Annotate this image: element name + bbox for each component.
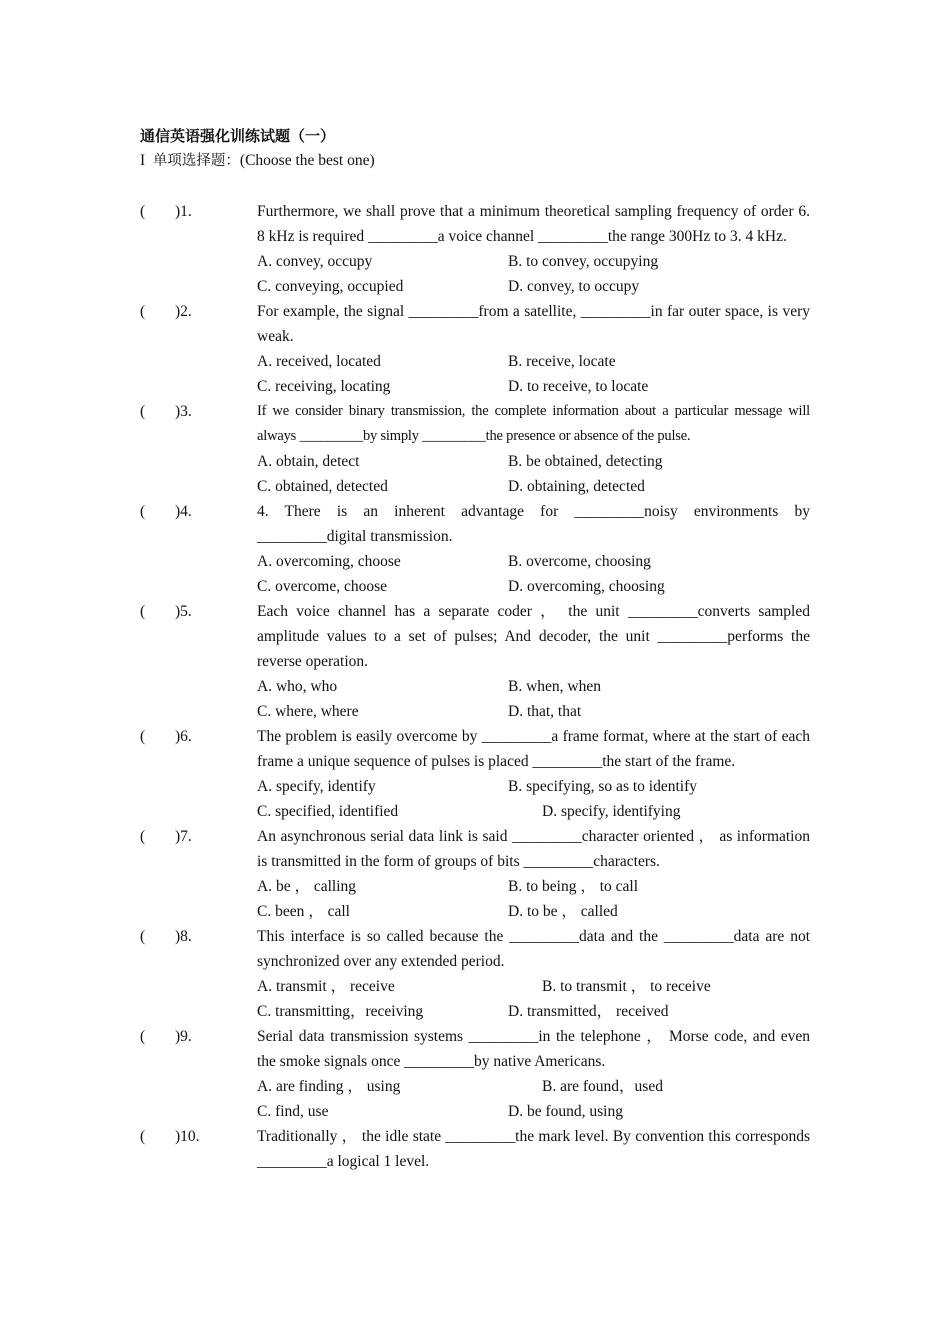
- option-c: C. obtained, detected: [257, 478, 388, 495]
- option-c: C. conveying, occupied: [257, 278, 404, 295]
- question-stem: Traditionally ， the idle state _________the mark level. By convention this corresponds _________a logical 1 level.: [257, 1128, 810, 1170]
- answer-blank[interactable]: (: [140, 203, 146, 220]
- question-number: )3.: [175, 403, 192, 420]
- question-6: [140, 724, 810, 824]
- option-a: A. obtain, detect: [257, 453, 360, 470]
- option-b: B. receive, locate: [508, 353, 616, 370]
- question-number: )2.: [175, 303, 192, 320]
- question-1: [140, 199, 810, 299]
- option-c: C. where, where: [257, 703, 359, 720]
- answer-blank[interactable]: (: [140, 303, 146, 320]
- question-list: [140, 199, 810, 1174]
- option-b: B. when, when: [508, 678, 601, 695]
- option-a: A. specify, identify: [257, 778, 376, 795]
- answer-blank[interactable]: (: [140, 928, 146, 945]
- option-a: A. are finding ， using: [257, 1078, 401, 1095]
- option-d: D. convey, to occupy: [508, 278, 640, 295]
- question-5: [140, 599, 810, 724]
- answer-blank[interactable]: (: [140, 1128, 146, 1145]
- option-a: A. overcoming, choose: [257, 553, 401, 570]
- question-number: )5.: [175, 603, 192, 620]
- option-grid: [257, 1074, 810, 1124]
- question-number: )4.: [175, 503, 192, 520]
- question-number: )8.: [175, 928, 192, 945]
- question-10: [140, 1124, 810, 1174]
- option-c: C. receiving, locating: [257, 378, 391, 395]
- option-c: C. been ， call: [257, 903, 350, 920]
- answer-blank[interactable]: (: [140, 503, 146, 520]
- option-grid: [257, 549, 810, 599]
- question-number: )7.: [175, 828, 192, 845]
- question-stem: Serial data transmission systems _________in the telephone ， Morse code, and even the smoke signals once _________by native Americans.: [257, 1028, 810, 1070]
- question-stem: An asynchronous serial data link is said _________character oriented ， as information is transmitted in the form of groups of bits _________characters.: [257, 828, 810, 870]
- section-label-cn: 单项选择题：: [152, 153, 240, 169]
- option-a: A. convey, occupy: [257, 253, 373, 270]
- answer-blank[interactable]: (: [140, 828, 146, 845]
- question-3: [140, 399, 810, 499]
- option-grid: [257, 874, 810, 924]
- question-number: )1.: [175, 203, 192, 220]
- answer-blank[interactable]: (: [140, 603, 146, 620]
- option-b: B. to being ， to call: [508, 878, 639, 895]
- option-b: B. to convey, occupying: [508, 253, 659, 270]
- option-a: A. transmit ， receive: [257, 978, 395, 995]
- option-c: C. find, use: [257, 1103, 329, 1120]
- option-grid: [257, 449, 810, 499]
- option-d: D. specify, identifying: [542, 803, 681, 820]
- option-a: A. who, who: [257, 678, 338, 695]
- question-stem: If we consider binary transmission, the complete information about a particular message will always _________by simply _________the presence or absence of the pulse.: [257, 403, 810, 444]
- question-7: [140, 824, 810, 924]
- question-stem: This interface is so called because the _________data and the _________data are not synchronized over any extended period.: [257, 928, 810, 970]
- option-d: D. to receive, to locate: [508, 378, 649, 395]
- question-number: )10.: [175, 1128, 200, 1145]
- option-grid: [257, 349, 810, 399]
- answer-blank[interactable]: (: [140, 1028, 146, 1045]
- option-grid: [257, 774, 810, 824]
- option-c: C. transmitting，receiving: [257, 1003, 424, 1020]
- question-4: [140, 499, 810, 599]
- option-d: D. obtaining, detected: [508, 478, 645, 495]
- option-d: D. overcoming, choosing: [508, 578, 665, 595]
- option-b: B. to transmit ， to receive: [542, 978, 711, 995]
- answer-blank[interactable]: (: [140, 728, 146, 745]
- question-stem: For example, the signal _________from a satellite, _________in far outer space, is very weak.: [257, 303, 810, 345]
- question-2: [140, 299, 810, 399]
- option-d: D. be found, using: [508, 1103, 623, 1120]
- option-d: D. that, that: [508, 703, 582, 720]
- question-8: [140, 924, 810, 1024]
- option-b: B. are found，used: [542, 1078, 663, 1095]
- option-c: C. specified, identified: [257, 803, 399, 820]
- option-d: D. to be ， called: [508, 903, 618, 920]
- question-stem: Each voice channel has a separate coder ， the unit _________converts sampled amplitude values to a set of pulses; And decoder, the unit _________performs the reverse operation.: [257, 603, 810, 670]
- option-a: A. be ， calling: [257, 878, 357, 895]
- option-d: D. transmitted， received: [508, 1003, 669, 1020]
- question-stem: The problem is easily overcome by _________a frame format, where at the start of each frame a unique sequence of pulses is placed _________the start of the frame.: [257, 728, 810, 770]
- question-number: )9.: [175, 1028, 192, 1045]
- question-stem: 4. There is an inherent advantage for _________noisy environments by _________digital transmission.: [257, 503, 810, 545]
- option-grid: [257, 674, 810, 724]
- option-a: A. received, located: [257, 353, 381, 370]
- option-b: B. specifying, so as to identify: [508, 778, 697, 795]
- option-c: C. overcome, choose: [257, 578, 387, 595]
- option-grid: [257, 249, 810, 299]
- question-9: [140, 1024, 810, 1124]
- section-label-en: (Choose the best one): [239, 152, 375, 169]
- question-stem: Furthermore, we shall prove that a minimum theoretical sampling frequency of order 6. 8 kHz is required _________a voice channel _________the range 300Hz to 3. 4 kHz.: [257, 203, 810, 245]
- section-roman-numeral: I: [140, 152, 146, 169]
- option-b: B. be obtained, detecting: [508, 453, 663, 470]
- option-b: B. overcome, choosing: [508, 553, 651, 570]
- option-grid: [257, 974, 810, 1024]
- section-heading: [140, 150, 375, 172]
- answer-blank[interactable]: (: [140, 403, 146, 420]
- question-number: )6.: [175, 728, 192, 745]
- page-title: 通信英语强化训练试题（一）: [140, 127, 336, 145]
